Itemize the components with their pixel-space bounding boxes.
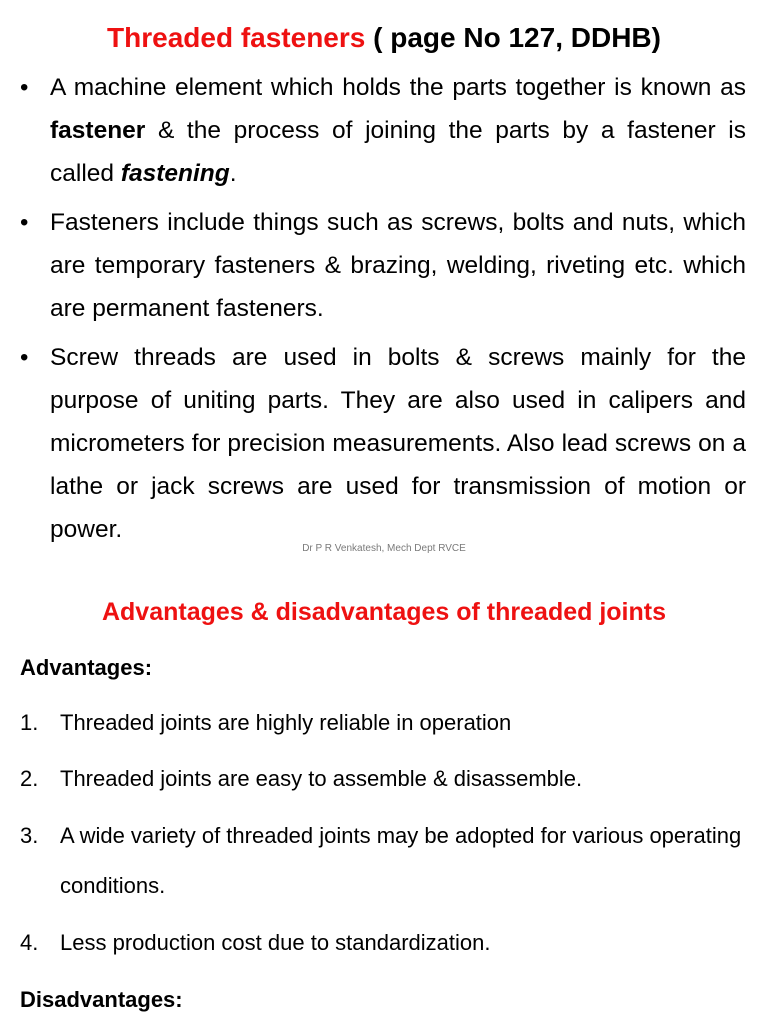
bullet-item	[20, 201, 746, 330]
bullet-text: Fasteners include things such as screws, bolts and nuts, which are temporary fasteners & brazing, welding, riveting etc. which are permanent fasteners.	[50, 209, 746, 322]
slide-title	[0, 18, 768, 58]
slide-footer: Dr P R Venkatesh, Mech Dept RVCE	[302, 543, 466, 554]
list-text: Threaded joints are highly reliable in operation	[60, 710, 512, 735]
bullet-item	[20, 336, 746, 551]
list-number: 4.	[20, 930, 39, 955]
list-number: 2.	[20, 766, 39, 791]
list-text: Less production cost due to standardization.	[60, 930, 491, 955]
list-item	[20, 698, 748, 748]
term-fastener: fastener	[50, 117, 146, 144]
bullet-text-part: .	[229, 160, 237, 187]
list-text: Threaded joints are easy to assemble & disassemble.	[60, 766, 583, 791]
list-text: A wide variety of threaded joints may be adopted for various operating conditions.	[60, 823, 742, 898]
term-fastening: fastening	[120, 160, 230, 187]
list-item	[20, 918, 748, 968]
bullet-dot: •	[20, 74, 29, 101]
list-item	[20, 754, 748, 804]
list-number: 3.	[20, 823, 39, 848]
bullet-text: Screw threads are used in bolts & screws mainly for the purpose of uniting parts. They are also used in calipers and micrometers for precision measurements. Also lead screws on a lathe or jack screws are used for transmission of motion or power.	[50, 344, 746, 543]
slide-advantages-disadvantages	[0, 590, 768, 1024]
disadvantages-heading: Disadvantages:	[20, 987, 183, 1012]
list-item	[20, 811, 748, 911]
bullet-item	[20, 66, 746, 195]
bullet-text-part: & the process of joining the parts by a fastener is called	[50, 117, 746, 187]
bullet-text	[50, 66, 746, 195]
slide-title: Advantages & disadvantages of threaded joints	[101, 598, 666, 626]
advantages-heading: Advantages:	[20, 655, 153, 680]
list-number: 1.	[20, 710, 39, 735]
title-highlight: Threaded fasteners	[107, 22, 366, 53]
title-reference: ( page No 127, DDHB)	[365, 22, 661, 53]
bullet-dot: •	[20, 209, 29, 236]
bullet-dot: •	[20, 344, 29, 371]
bullet-text-part: A machine element which holds the parts together is known as	[50, 74, 746, 101]
